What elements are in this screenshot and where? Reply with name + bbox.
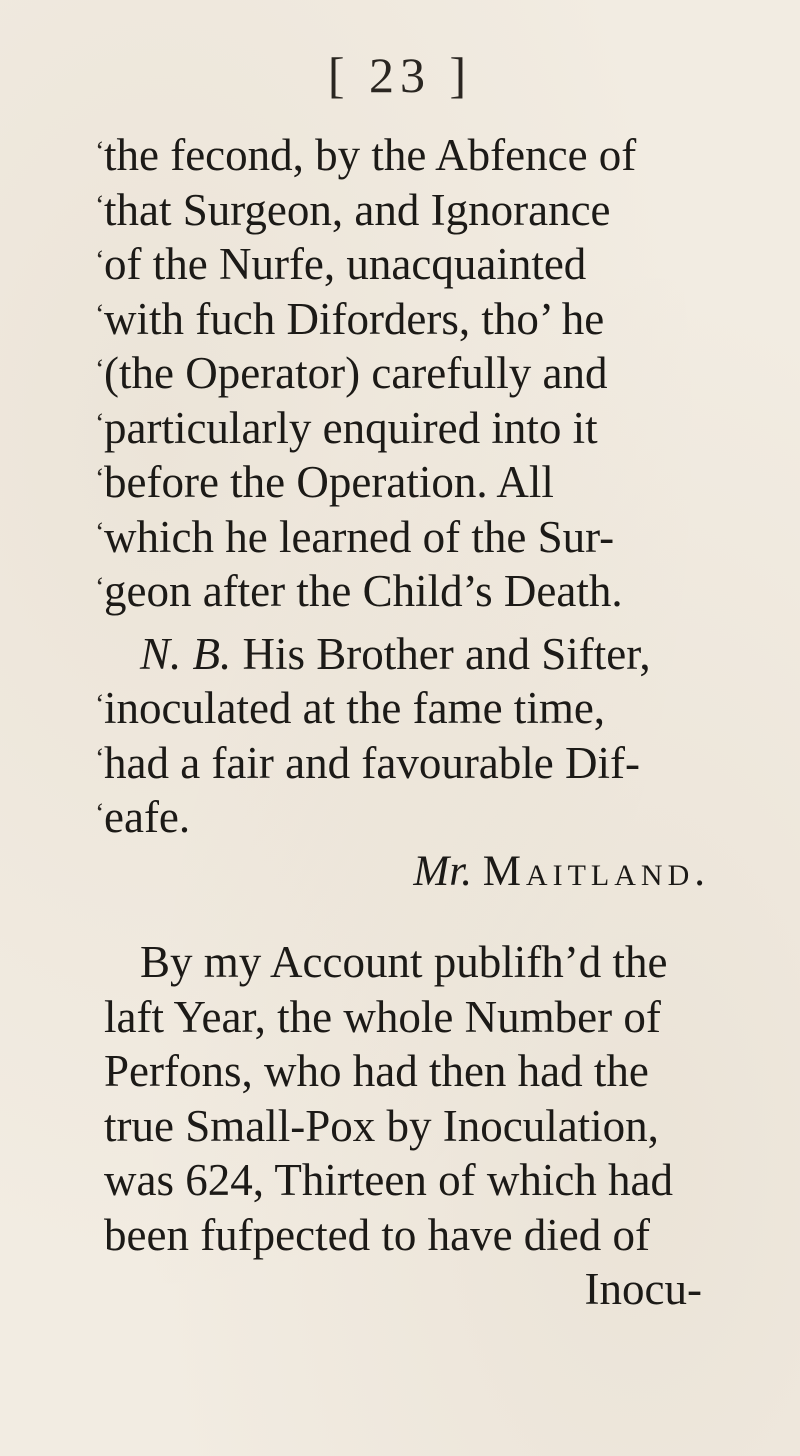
quoted-line: ‘ before the Operation. All — [104, 455, 714, 510]
signature-title: Mr. — [413, 847, 472, 895]
quote-mark: ‘ — [95, 688, 105, 720]
paragraph-line: Perfons, who had then had the — [104, 1046, 649, 1096]
nb-quoted-line: ‘ had a fair and favourable Dif- — [104, 736, 714, 791]
paragraph-line: was 624, Thirteen of which had — [104, 1155, 674, 1205]
nb-label: N. B. — [140, 628, 232, 679]
quote-mark: ‘ — [95, 797, 105, 829]
signature — [104, 845, 714, 900]
signature-name: Maitland. — [482, 847, 710, 895]
quote-mark: ‘ — [95, 299, 105, 331]
paragraph-line: been fufpected to have died of — [104, 1209, 650, 1260]
paragraph-line: By my Account publifh’d the — [140, 937, 668, 987]
quote-mark: ‘ — [95, 353, 105, 385]
page-text — [95, 128, 714, 1317]
quote-mark: ‘ — [95, 517, 105, 549]
quoted-line: ‘ with fuch Diforders, tho’ he — [104, 292, 714, 347]
quote-mark: ‘ — [95, 571, 105, 603]
quoted-line: ‘ of the Nurfe, unacquainted — [104, 237, 714, 292]
catchword: Inocu- — [584, 1264, 702, 1314]
nb-quoted-line: ‘ inoculated at the fame time, — [104, 681, 714, 736]
quote-mark: ‘ — [95, 743, 105, 775]
quote-mark: ‘ — [95, 190, 105, 222]
nb-quoted-line: ‘ eafe. — [104, 790, 714, 845]
quoted-line: ‘ (the Operator) carefully and — [104, 346, 714, 401]
quoted-line: ‘ which he learned of the Sur- — [104, 510, 714, 565]
quoted-line: ‘ the fecond, by the Abfence of — [104, 128, 714, 183]
quoted-line: ‘ that Surgeon, and Ignorance — [104, 183, 714, 238]
paragraph-line: true Small-Pox by Inoculation, — [104, 1100, 659, 1151]
page-number: [ 23 ] — [327, 47, 473, 103]
quote-mark: ‘ — [95, 135, 105, 167]
quote-mark: ‘ — [95, 408, 105, 440]
quoted-line: ‘ geon after the Child’s Death. — [104, 564, 714, 619]
nb-line: N. B. His Brother and Sifter, — [140, 628, 651, 679]
paragraph-line: laft Year, the whole Number of — [104, 991, 661, 1042]
quoted-line: ‘ particularly enquired into it — [104, 401, 714, 456]
quote-mark: ‘ — [95, 244, 105, 276]
quote-mark: ‘ — [95, 462, 105, 494]
